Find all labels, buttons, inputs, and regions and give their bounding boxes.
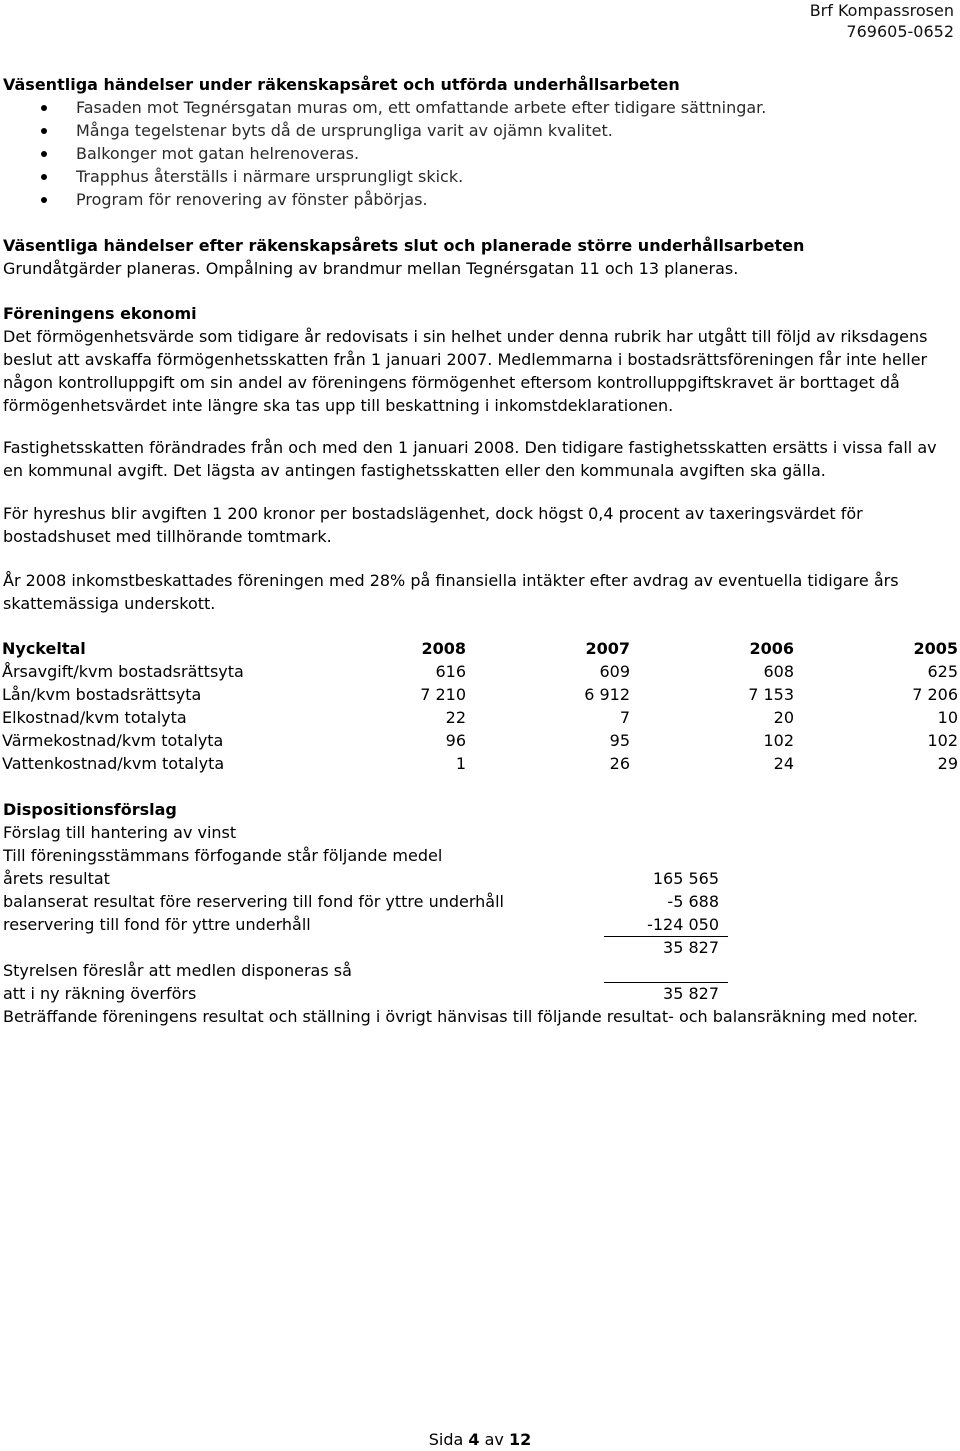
economy-paragraph-1: Det förmögenhetsvärde som tidigare år redovisats i sin helhet under denna rubrik har utgått till följd av riksdagens beslut att avskaffa förmögenhetsskatten från 1 januari 2007. Medlemmarna i bostadsrättsföreningen får inte heller någon kontrolluppgift om sin andel av föreningens förmögenhet eftersom kontrolluppgiftskravet är borttaget då förmögenhetsvärdet inte längre ska tas upp till beskattning i inkomstdeklarationen.: [3, 327, 928, 415]
events-heading: Väsentliga händelser under räkenskapsåret och utförda underhållsarbeten: [3, 75, 680, 94]
table-row: [2, 660, 958, 683]
year-header: 2005: [913, 639, 958, 658]
cell-value: 7 210: [420, 685, 466, 704]
cell-value: 608: [763, 662, 794, 681]
year-header: 2007: [585, 639, 630, 658]
cell-value: 102: [927, 731, 958, 750]
row-value: -5 688: [667, 892, 719, 911]
table-row: [2, 729, 958, 752]
cell-value: 7 153: [748, 685, 794, 704]
row-label: årets resultat: [3, 869, 110, 888]
sum-value: 35 827: [663, 938, 719, 957]
carry-divider: [604, 982, 728, 983]
sum-divider: [604, 936, 728, 937]
disposition-section: [3, 798, 957, 1028]
list-item: Många tegelstenar byts då de ursprungliga varit av ojämn kvalitet.: [3, 119, 957, 142]
cell-value: 96: [445, 731, 466, 750]
cell-value: 102: [763, 731, 794, 750]
after-section: [3, 234, 957, 280]
cell-value: 20: [773, 708, 794, 727]
row-label: Värmekostnad/kvm totalyta: [2, 731, 224, 750]
row-label: Vattenkostnad/kvm totalyta: [2, 754, 225, 773]
economy-paragraph-2: Fastighetsskatten förändrades från och med den 1 januari 2008. Den tidigare fastighetsskatten ersätts i vissa fall av en kommunal avgift. Det lägsta av antingen fastighetsskatten eller den kommunala avgiften ska gälla.: [3, 438, 937, 480]
cell-value: 95: [609, 731, 630, 750]
list-item: Trapphus återställs i närmare ursprungligt skick.: [3, 165, 957, 188]
disposition-line-1: Förslag till hantering av vinst: [3, 823, 237, 842]
cell-value: 1: [455, 754, 466, 773]
footer-page-number: 4: [468, 1430, 480, 1449]
year-header: 2006: [749, 639, 794, 658]
economy-paragraph-3: För hyreshus blir avgiften 1 200 kronor per bostadslägenhet, dock högst 0,4 procent av taxeringsvärdet för bostadshuset med tillhörande tomtmark.: [3, 504, 863, 546]
cell-value: 616: [435, 662, 466, 681]
list-item: Fasaden mot Tegnérsgatan muras om, ett omfattande arbete efter tidigare sättningar.: [3, 96, 957, 119]
row-label: Årsavgift/kvm bostadsrättsyta: [2, 662, 244, 681]
cell-value: 22: [445, 708, 466, 727]
cell-value: 7 206: [912, 685, 958, 704]
disposition-closing: Beträffande föreningens resultat och ställning i övrigt hänvisas till följande resultat- och balansräkning med noter.: [3, 1007, 918, 1026]
row-label: Elkostnad/kvm totalyta: [2, 708, 187, 727]
row-value: -124 050: [647, 915, 719, 934]
row-label: reservering till fond för yttre underhåll: [3, 915, 311, 934]
footer-total-pages: 12: [509, 1430, 532, 1449]
table-row: [2, 683, 958, 706]
disposition-row: [3, 913, 957, 936]
table-row: [2, 752, 958, 775]
after-text: Grundåtgärder planeras. Ompålning av brandmur mellan Tegnérsgatan 11 och 13 planeras.: [3, 259, 739, 278]
cell-value: 26: [609, 754, 630, 773]
disposition-row: [3, 890, 957, 913]
disposition-heading: Dispositionsförslag: [3, 800, 177, 819]
keyfigures-heading: Nyckeltal: [2, 639, 86, 658]
organization-number: 769605-0652: [846, 22, 954, 41]
list-item: Balkonger mot gatan helrenoveras.: [3, 142, 957, 165]
cell-value: 6 912: [584, 685, 630, 704]
list-item: Program för renovering av fönster påbörjas.: [3, 188, 957, 211]
row-value: 165 565: [652, 869, 719, 888]
cell-value: 625: [927, 662, 958, 681]
footer-av: av: [484, 1430, 504, 1449]
cell-value: 29: [937, 754, 958, 773]
disposition-sum-row: [3, 936, 957, 959]
economy-paragraph-4: År 2008 inkomstbeskattades föreningen med 28% på finansiella intäkter efter avdrag av eventuella tidigare års skattemässiga underskott.: [3, 571, 899, 613]
cell-value: 24: [773, 754, 794, 773]
year-header: 2008: [421, 639, 466, 658]
row-label: Lån/kvm bostadsrättsyta: [2, 685, 202, 704]
row-label: att i ny räkning överförs: [3, 984, 197, 1003]
disposition-proposal: Styrelsen föreslår att medlen disponeras så: [3, 961, 352, 980]
row-label: balanserat resultat före reservering till fond för yttre underhåll: [3, 892, 504, 911]
table-header-row: [2, 637, 958, 660]
economy-heading: Föreningens ekonomi: [3, 304, 197, 323]
footer-sida: Sida: [428, 1430, 464, 1449]
cell-value: 609: [599, 662, 630, 681]
disposition-line-2: Till föreningsstämmans förfogande står följande medel: [3, 846, 443, 865]
disposition-row: [3, 867, 957, 890]
events-section: [3, 73, 957, 211]
economy-section: [3, 302, 957, 417]
cell-value: 7: [619, 708, 630, 727]
organization-name: Brf Kompassrosen: [809, 1, 954, 20]
row-value: 35 827: [663, 984, 719, 1003]
keyfigures-section: [2, 637, 956, 775]
after-heading: Väsentliga händelser efter räkenskapsårets slut och planerade större underhållsarbeten: [3, 236, 805, 255]
events-list: [3, 96, 957, 211]
table-row: [2, 706, 958, 729]
disposition-carry-row: [3, 982, 957, 1005]
cell-value: 10: [937, 708, 958, 727]
keyfigures-table: [2, 637, 958, 775]
page-header: [810, 0, 954, 42]
